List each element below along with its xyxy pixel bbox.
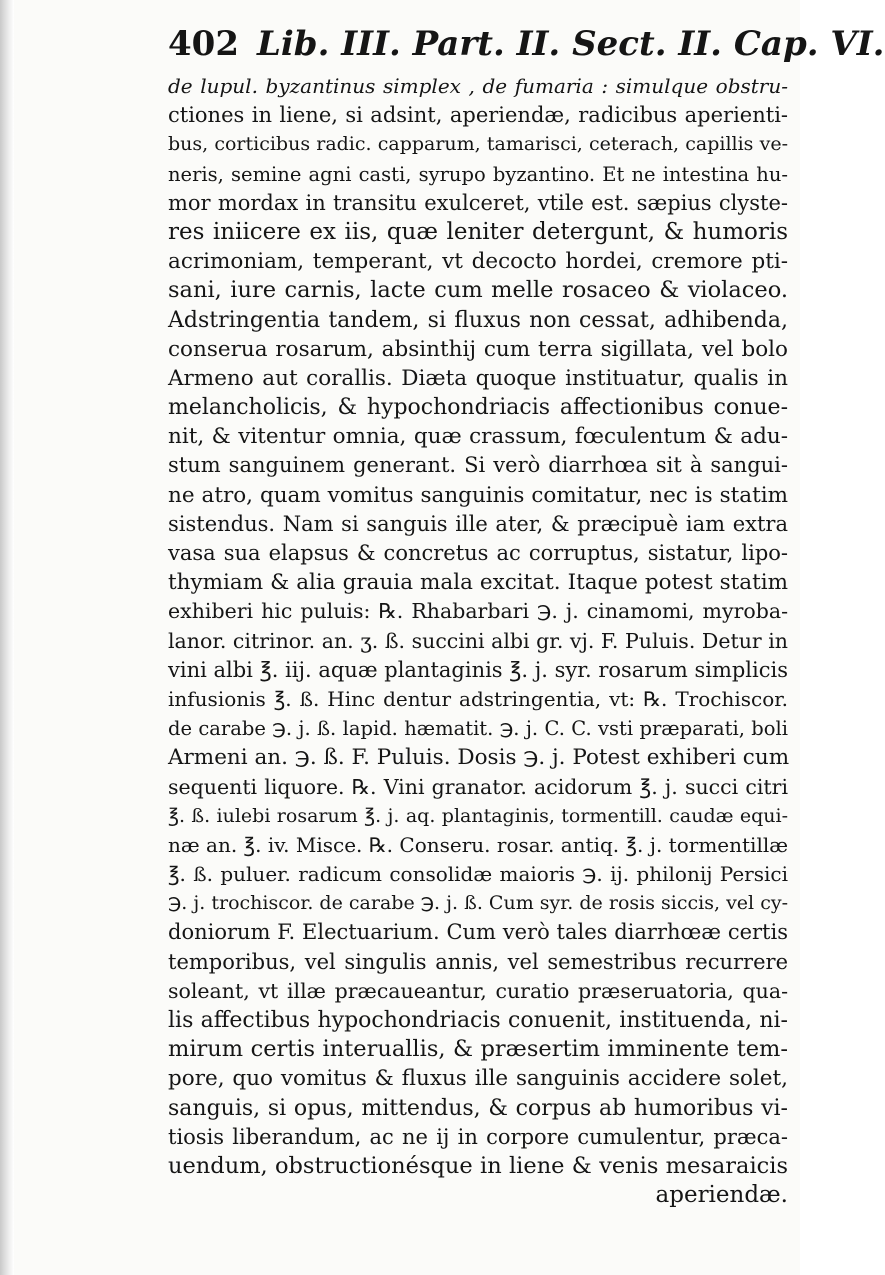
text-line: ne atro, quam vomitus sanguinis comitatur, nec is statim [168,482,788,508]
text-line: Armeno aut corallis. Diæta quoque instituatur, qualis in [168,365,788,391]
text-line: neris, semine agni casti, syrupo byzantino. Et ne intestina hu- [168,162,788,186]
text-line: temporibus, vel singulis annis, vel semestribus recurrere [168,949,788,974]
text-line: mor mordax in transitu exulceret, vtile est. sæpius clyste- [168,190,788,215]
text-line: sani, iure carnis, lacte cum melle rosaceo & violaceo. [168,277,788,304]
text-line: Armeni an. ℈. ß. F. Puluis. Dosis ℈. j. Potest exhiberi cum [168,745,790,771]
text-line: infusionis ℥. ß. Hinc dentur adstringentia, vt: ℞. Trochiscor. [168,686,788,711]
text-line: næ an. ℥. iv. Misce. ℞. Conseru. rosar. antiq. ℥. j. tormentillæ [168,832,789,857]
text-line: sanguis, si opus, mittendus, & corpus ab humoribus vi- [168,1095,788,1121]
text-line: ℥. ß. puluer. radicum consolidæ maioris ℈. ij. philonij Persici [168,862,788,887]
page-number: 402 [168,24,239,64]
text-line: thymiam & alia grauia mala excitat. Itaque potest statim [168,570,788,596]
text-line: acrimoniam, temperant, vt decocto hordei, cremore pti- [168,249,788,275]
text-line: aperiendæ. [655,1182,788,1209]
body-text [168,72,788,1210]
text-line: tiosis liberandum, ac ne ij in corpore cumulentur, præca- [168,1124,788,1149]
text-line: melancholicis, & hypochondriacis affectionibus conue- [168,395,788,421]
text-line: vasa sua elapsus & concretus ac corruptus, sistatur, lipo- [168,541,788,565]
text-line: nit, & vitentur omnia, quæ crassum, fœculentum & adu- [168,424,788,450]
text-line: lanor. citrinor. an. ʒ. ß. succini albi gr. vj. F. Puluis. Detur in [168,628,788,653]
text-line: lis affectibus hypochondriacis conuenit, instituenda, ni- [168,1008,788,1033]
text-line: doniorum F. Electuarium. Cum verò tales diarrhœæ certis [168,920,788,945]
text-line: Adstringentia tandem, si fluxus non cessat, adhibenda, [168,307,788,333]
book-gutter-shadow [0,0,14,1275]
running-head: Lib. III. Part. II. Sect. II. Cap. VI. [256,24,885,64]
text-line: soleant, vt illæ præcaueantur, curatio præseruatoria, qua- [168,978,788,1003]
text-line: mirum certis interuallis, & præsertim imminente tem- [168,1036,788,1063]
text-line: stum sanguinem generant. Si verò diarrhœa sit à sangui- [168,453,788,478]
text-line: de lupul. byzantinus simplex , de fumaria : simulque obstru- [168,74,788,98]
text-line: vini albi ℥. iij. aquæ plantaginis ℥. j. syr. rosarum simplicis [168,657,788,682]
text-line: sequenti liquore. ℞. Vini granator. acidorum ℥. j. succi citri [168,774,788,799]
text-line: conserua rosarum, absinthij cum terra sigillata, vel bolo [168,336,788,362]
text-line: exhiberi hic puluis: ℞. Rhabarbari ℈. j. cinamomi, myroba- [168,599,788,624]
text-line: sistendus. Nam si sanguis ille ater, & præcipuè iam extra [168,511,788,536]
text-line: de carabe ℈. j. ß. lapid. hæmatit. ℈. j. C. C. vsti præparati, boli [168,717,788,741]
text-line: pore, quo vomitus & fluxus ille sanguinis accidere solet, [168,1066,788,1092]
text-line: ctiones in liene, si adsint, aperiendæ, radicibus aperienti- [168,103,788,128]
text-line: res iniicere ex iis, quæ leniter detergunt, & humoris [168,218,788,245]
text-line: ℥. ß. iulebi rosarum ℥. j. aq. plantaginis, tormentill. caudæ equi- [168,804,788,827]
page-header [168,24,885,68]
text-line: uendum, obstructionésque in liene & venis mesaraicis [168,1152,788,1179]
text-line: ℈. j. trochiscor. de carabe ℈. j. ß. Cum syr. de rosis siccis, vel cy- [168,892,788,915]
text-line: bus, corticibus radic. capparum, tamarisci, ceterach, capillis ve- [168,133,788,156]
